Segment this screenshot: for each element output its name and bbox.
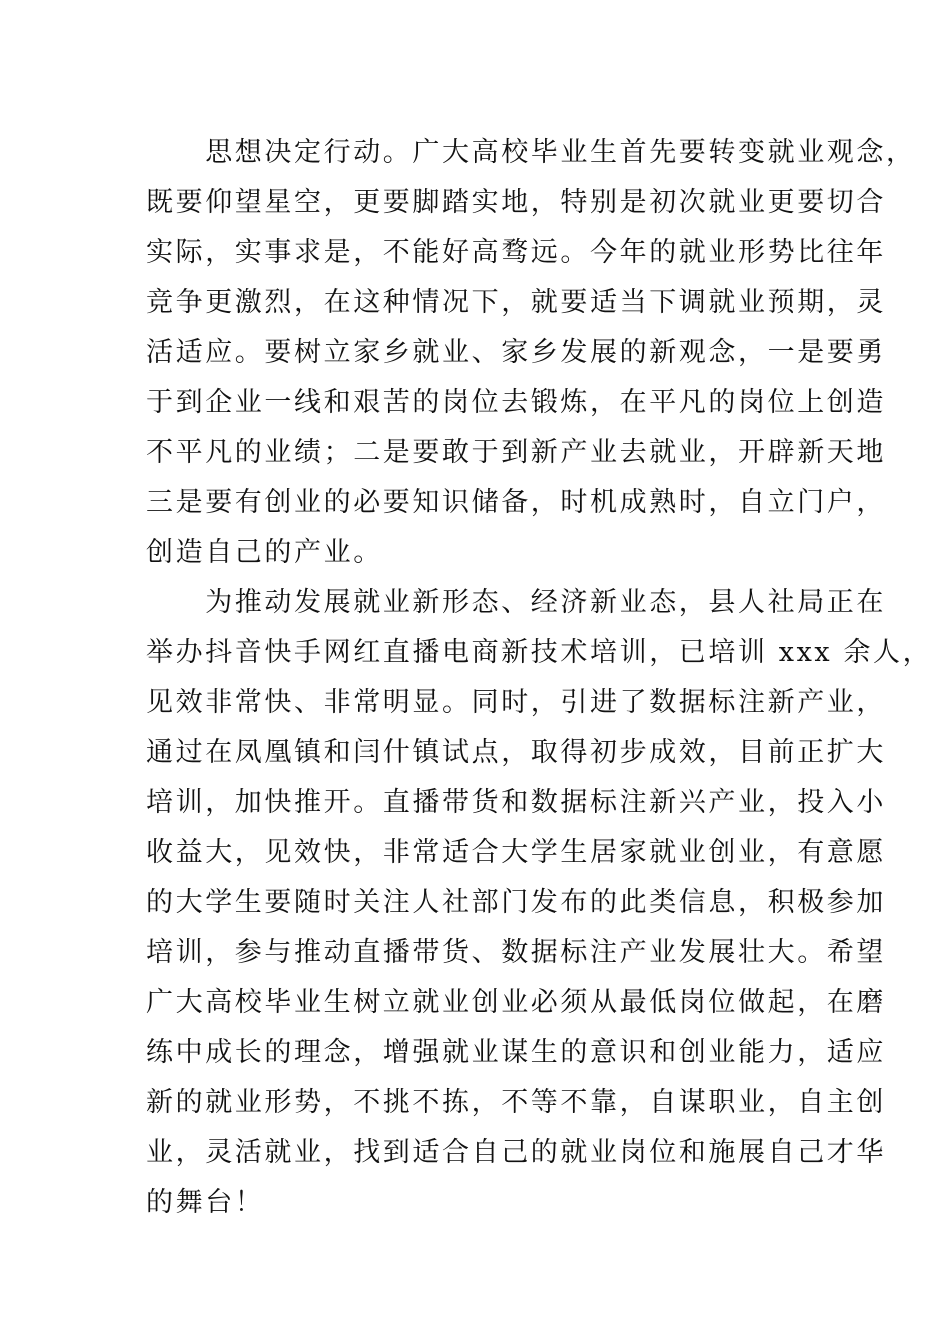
text-line: 的舞台！ bbox=[146, 1187, 265, 1218]
text-line: 收益大，见效快，非常适合大学生居家就业创业，有意愿 bbox=[146, 837, 886, 868]
text-line: 新的就业形势，不挑不拣，不等不靠，自谋职业，自主创 bbox=[146, 1087, 886, 1118]
text-line: 通过在凤凰镇和闫什镇试点，取得初步成效，目前正扩大 bbox=[146, 737, 886, 768]
text-line: 业，灵活就业，找到适合自己的就业岗位和施展自己才华 bbox=[146, 1137, 886, 1168]
text-line: 于到企业一线和艰苦的岗位去锻炼，在平凡的岗位上创造 bbox=[146, 387, 886, 418]
text-line: 思想决定行动。广大高校毕业生首先要转变就业观念， bbox=[146, 137, 916, 168]
text-line: 培训，参与推动直播带货、数据标注产业发展壮大。希望 bbox=[146, 937, 886, 968]
text-line: 为推动发展就业新形态、经济新业态，县人社局正在 bbox=[146, 587, 886, 618]
paragraph-1 bbox=[146, 128, 916, 578]
text-line: 实际，实事求是，不能好高骛远。今年的就业形势比往年 bbox=[146, 237, 886, 268]
text-line: 创造自己的产业。 bbox=[146, 537, 383, 568]
text-line: 不平凡的业绩；二是要敢于到新产业去就业，开辟新天地 bbox=[146, 437, 886, 468]
text-line: 培训，加快推开。直播带货和数据标注新兴产业，投入小 bbox=[146, 787, 886, 818]
paragraph-2 bbox=[146, 578, 933, 1228]
text-line: 广大高校毕业生树立就业创业必须从最低岗位做起，在磨 bbox=[146, 987, 886, 1018]
text-line: 三是要有创业的必要知识储备，时机成熟时，自立门户， bbox=[146, 487, 886, 518]
text-line: 竞争更激烈，在这种情况下，就要适当下调就业预期，灵 bbox=[146, 287, 886, 318]
text-line: 活适应。要树立家乡就业、家乡发展的新观念，一是要勇 bbox=[146, 337, 886, 368]
text-line: 的大学生要随时关注人社部门发布的此类信息，积极参加 bbox=[146, 887, 886, 918]
text-line: 见效非常快、非常明显。同时，引进了数据标注新产业， bbox=[146, 687, 886, 718]
document-body bbox=[146, 128, 933, 1228]
text-line: 既要仰望星空，更要脚踏实地，特别是初次就业更要切合 bbox=[146, 187, 886, 218]
text-line: 练中成长的理念，增强就业谋生的意识和创业能力，适应 bbox=[146, 1037, 886, 1068]
text-line: 举办抖音快手网红直播电商新技术培训，已培训 xxx 余人， bbox=[146, 637, 933, 668]
